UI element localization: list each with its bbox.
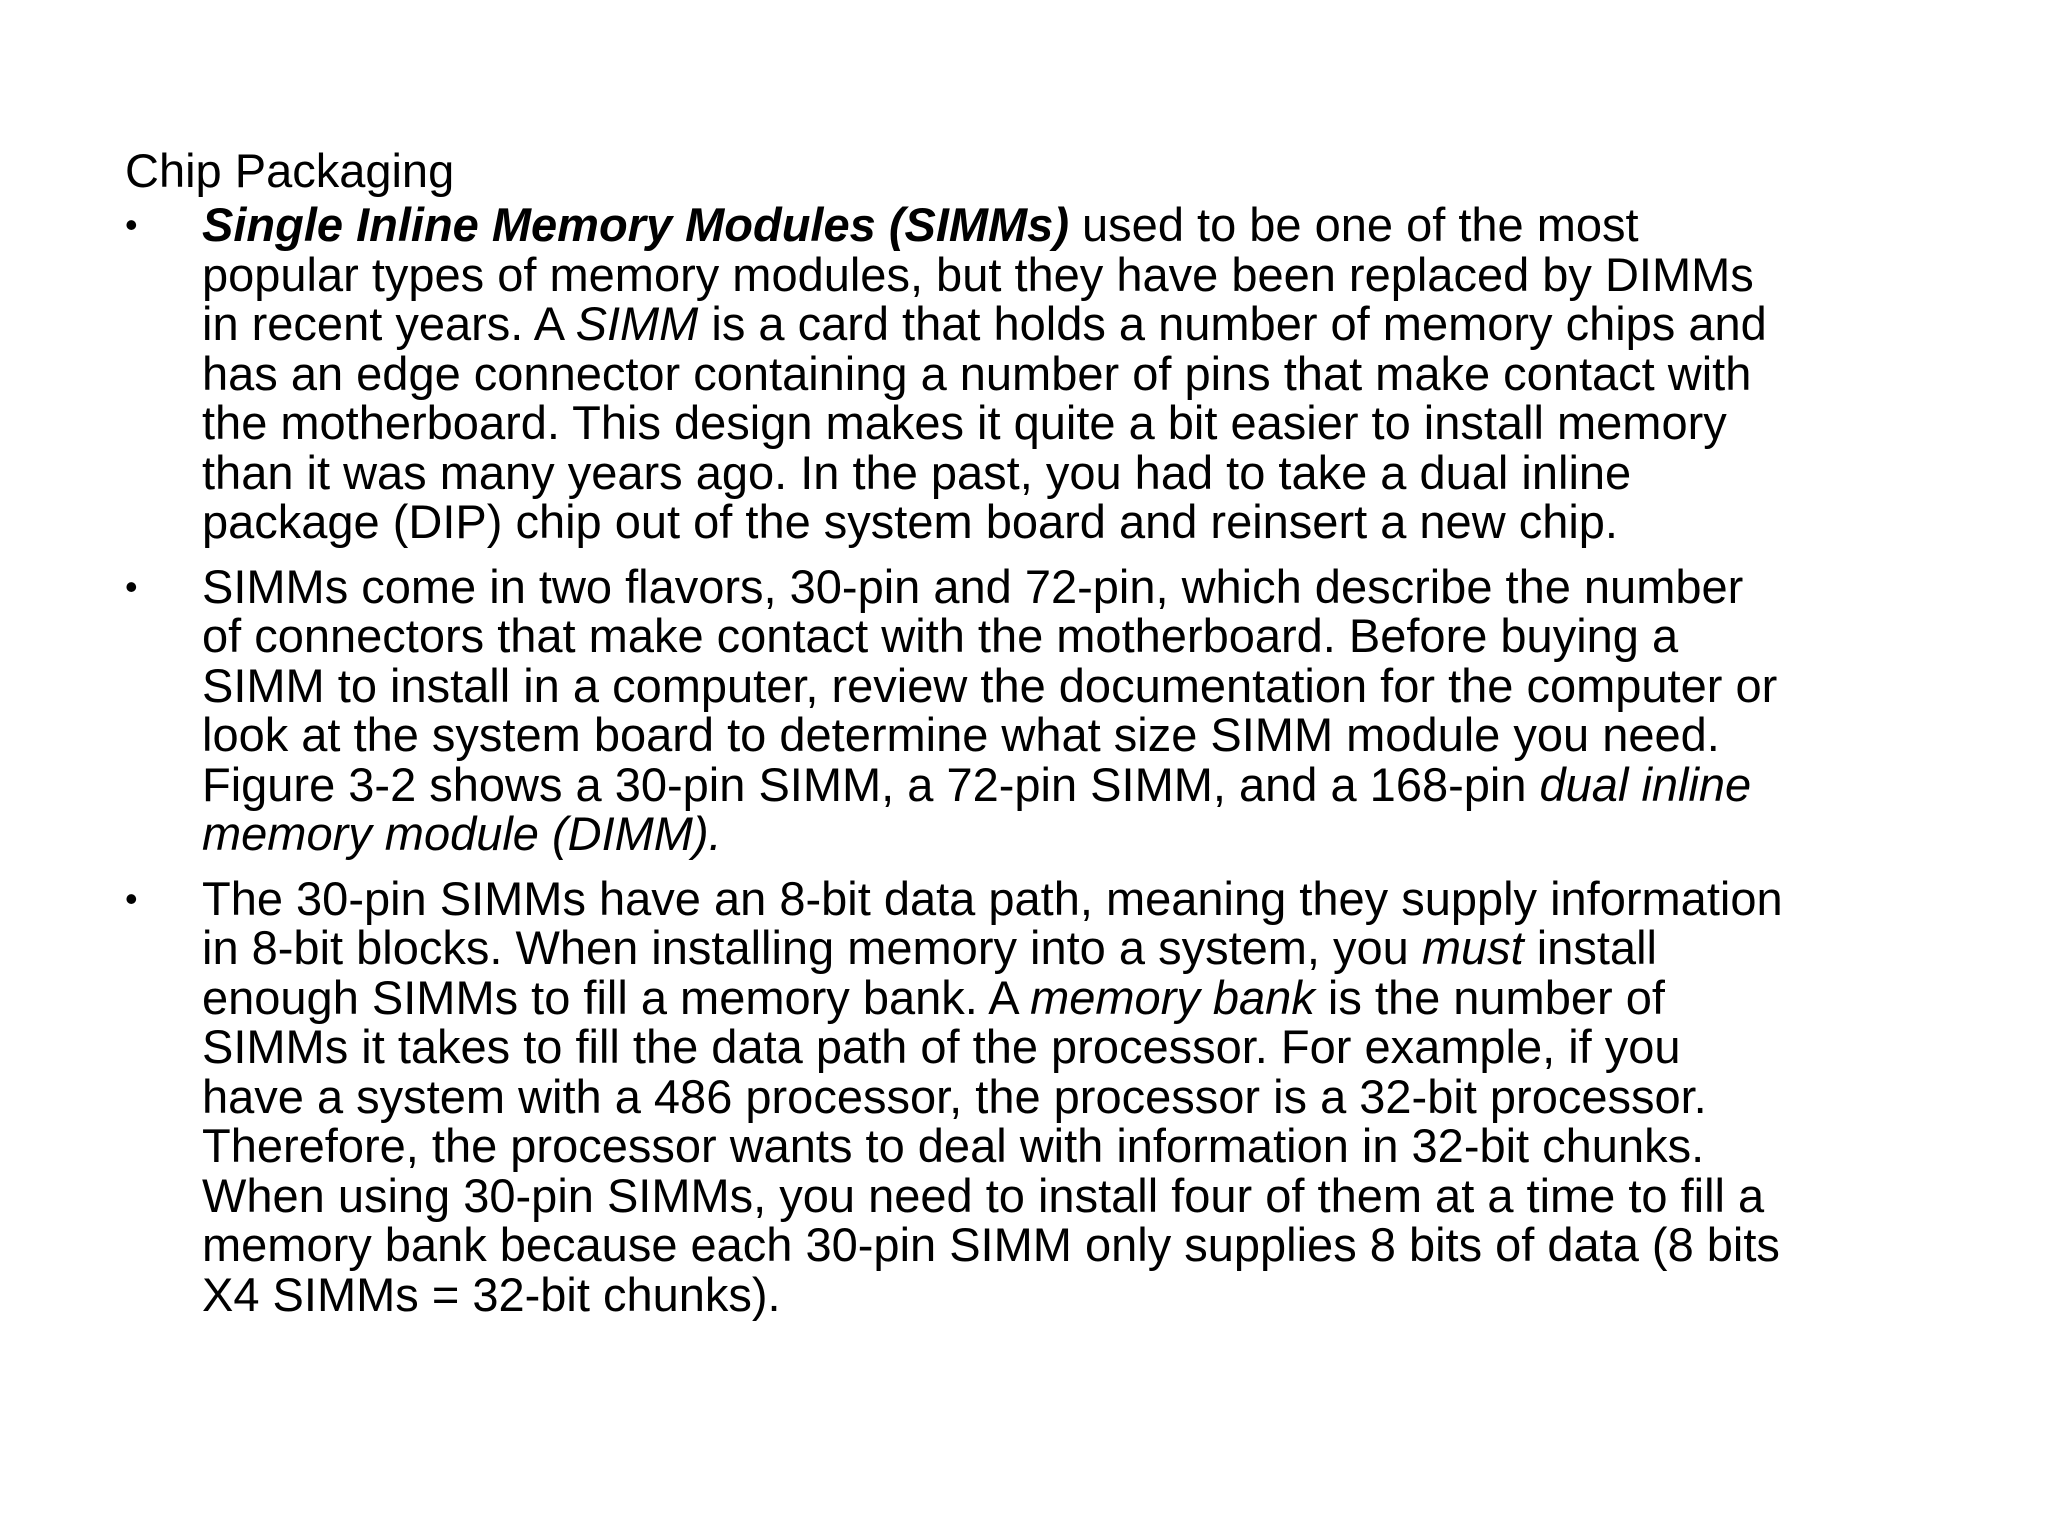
text-run: memory module (DIMM). — [202, 807, 722, 860]
text-line — [202, 299, 1945, 349]
bullet-dot: • — [125, 565, 138, 607]
text-run: X4 SIMMs = 32-bit chunks). — [202, 1267, 781, 1321]
text-run: install — [1523, 921, 1657, 974]
text-line — [202, 398, 1945, 448]
text-run: When using 30-pin SIMMs, you need to install four of them at a time to fill a — [202, 1168, 1765, 1222]
bullet-item — [125, 559, 1945, 860]
text-line — [202, 970, 1945, 1024]
text-run: in 8-bit blocks. When installing memory into a system, you — [202, 921, 1422, 974]
text-run: has an edge connector containing a number of pins that make contact with — [202, 346, 1752, 400]
text-run: enough SIMMs to fill a memory bank. A — [202, 970, 1031, 1024]
text-run: The 30-pin SIMMs have an 8-bit data path, meaning they supply information — [202, 871, 1783, 925]
text-run: Therefore, the processor wants to deal with information in 32-bit chunks. — [202, 1119, 1705, 1172]
text-line — [202, 346, 1945, 400]
bullet-dot: • — [125, 877, 138, 919]
text-run: look at the system board to determine what size SIMM module you need. — [202, 708, 1720, 761]
text-run: the motherboard. This design makes it quite a bit easier to install memory — [202, 396, 1727, 449]
bullet-dot: • — [125, 204, 138, 245]
text-run: SIMMs it takes to fill the data path of the processor. For example, if you — [202, 1020, 1681, 1073]
text-run: in recent years. A — [202, 297, 576, 350]
text-line — [202, 1022, 1945, 1072]
bullet-item — [125, 871, 1945, 1321]
text-run: memory bank because each 30-pin SIMM only supplies 8 bits of data (8 bits — [202, 1218, 1780, 1271]
text-line — [202, 611, 1945, 661]
text-line — [202, 1121, 1945, 1171]
bullet-list — [125, 200, 1945, 1334]
text-line — [202, 497, 1945, 547]
text-run: used to be one of the most — [1068, 198, 1639, 251]
text-run: dual inline — [1539, 757, 1752, 811]
text-line — [202, 247, 1945, 301]
text-line — [202, 200, 1945, 250]
text-line — [202, 923, 1945, 973]
text-run: of connectors that make contact with the motherboard. Before buying a — [202, 609, 1679, 662]
text-run: is a card that holds a number of memory chips and — [698, 297, 1767, 350]
text-run: than it was many years ago. In the past, you had to take a dual inline — [202, 445, 1632, 499]
text-run: SIMM — [575, 297, 699, 350]
text-run: package (DIP) chip out of the system board and reinsert a new chip. — [202, 495, 1618, 548]
text-line — [202, 445, 1945, 499]
text-line — [202, 871, 1945, 925]
text-run: Figure 3-2 shows a 30-pin SIMM, a 72-pin SIMM, and a 168-pin — [202, 757, 1540, 811]
text-line — [202, 710, 1945, 760]
slide-title: Chip Packaging — [125, 144, 455, 197]
text-line — [202, 809, 1945, 859]
text-line — [202, 559, 1945, 613]
text-run: SIMM to install in a computer, review the documentation for the computer or — [202, 658, 1778, 712]
text-line — [202, 658, 1945, 712]
text-run: popular types of memory modules, but they have been replaced by DIMMs — [202, 247, 1754, 301]
text-run: is the number of — [1314, 970, 1665, 1024]
text-run: have a system with a 486 processor, the processor is a 32-bit processor. — [202, 1069, 1707, 1123]
text-line — [202, 1220, 1945, 1270]
text-line — [202, 757, 1945, 811]
bullet-item — [125, 200, 1945, 547]
text-line — [202, 1267, 1945, 1321]
text-run: Single Inline Memory Modules (SIMMs) — [202, 198, 1069, 251]
text-run: memory bank — [1030, 970, 1315, 1024]
text-run: must — [1421, 921, 1524, 974]
text-line — [202, 1168, 1945, 1222]
text-line — [202, 1069, 1945, 1123]
text-run: SIMMs come in two flavors, 30-pin and 72-pin, which describe the number — [202, 559, 1744, 613]
